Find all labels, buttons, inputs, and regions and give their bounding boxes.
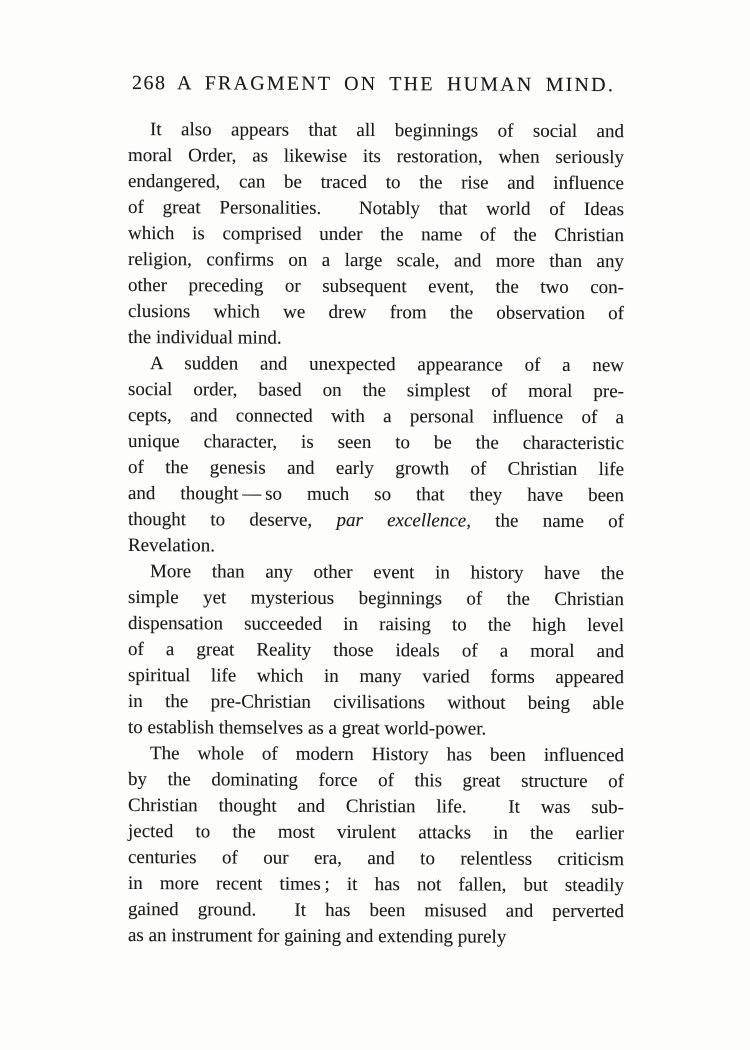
text-line: of the genesis and early growth of Christian life	[128, 457, 624, 481]
text-line: A sudden and unexpected appearance of a new	[150, 353, 624, 377]
text-line: endangered, can be traced to the rise and influence	[128, 171, 624, 195]
body-text	[128, 117, 624, 951]
text-line: moral Order, as likewise its restoration, when seriously	[128, 145, 624, 169]
text-line: to establish themselves as a great world-power.	[128, 717, 487, 740]
text-segment: the name of	[470, 510, 624, 533]
text-line: simple yet mysterious beginnings of the Christian	[128, 587, 624, 611]
text-line: It also appears that all beginnings of social and	[150, 119, 624, 143]
text-line	[128, 507, 624, 535]
text-line: religion, confirms on a large scale, and more than any	[128, 249, 624, 273]
text-line: social order, based on the simplest of moral pre-	[128, 379, 624, 403]
paragraph	[128, 117, 624, 353]
text-line: clusions which we drew from the observation of	[128, 301, 624, 325]
text-line: of great Personalities. Notably that world of Ideas	[128, 197, 624, 221]
text-line: and thought — so much so that they have been	[128, 483, 624, 507]
text-line: in the pre-Christian civilisations without being able	[128, 691, 624, 715]
text-line: More than any other event in history have the	[150, 561, 624, 585]
text-line: centuries of our era, and to relentless criticism	[128, 847, 624, 871]
page-header	[128, 70, 624, 98]
text-line: other preceding or subsequent event, the two con-	[128, 275, 624, 299]
text-line: cepts, and connected with a personal influence of a	[128, 405, 624, 429]
text-line: the individual mind.	[128, 327, 282, 349]
paragraph	[128, 559, 624, 743]
text-line: as an instrument for gaining and extending purely	[128, 925, 507, 948]
text-line: which is comprised under the name of the Christian	[128, 223, 624, 247]
page-number: 268	[132, 72, 167, 95]
paragraph	[128, 351, 624, 561]
text-line: jected to the most virulent attacks in the earlier	[128, 821, 624, 845]
running-title: A FRAGMENT ON THE HUMAN MIND.	[176, 72, 616, 97]
text-line: by the dominating force of this great structure of	[128, 769, 624, 793]
text-line: of a great Reality those ideals of a moral and	[128, 639, 624, 663]
text-line: spiritual life which in many varied forms appeared	[128, 665, 624, 689]
text-line: dispensation succeeded in raising to the high level	[128, 613, 624, 637]
text-segment: thought to deserve,	[128, 509, 337, 531]
text-line: in more recent times ; it has not fallen, but steadily	[128, 873, 624, 897]
text-line: Revelation.	[128, 535, 216, 557]
text-line: The whole of modern History has been influenced	[150, 743, 624, 767]
italic-phrase: par excellence,	[336, 509, 471, 532]
text-line: unique character, is seen to be the characteristic	[128, 431, 624, 455]
text-line: Christian thought and Christian life. It was sub-	[128, 795, 624, 819]
page-content	[128, 70, 624, 951]
text-line: gained ground. It has been misused and perverted	[128, 899, 624, 923]
paragraph	[128, 741, 624, 951]
